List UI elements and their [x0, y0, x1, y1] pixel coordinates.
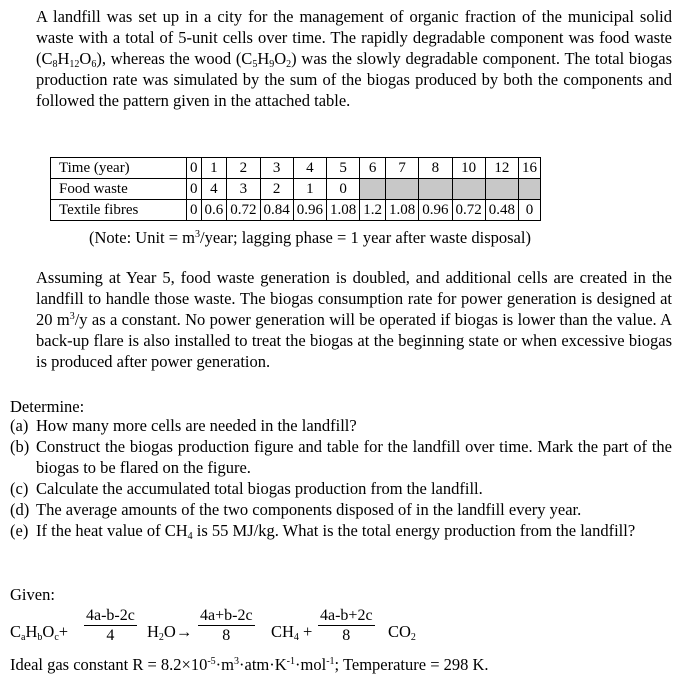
value-cell: 0.48 [485, 200, 518, 221]
year-cell: 7 [386, 158, 419, 179]
question-list [10, 415, 672, 541]
year-cell: 12 [485, 158, 518, 179]
co2-coefficient: $\frac{4a-b+2c}{8}$ [320, 607, 373, 644]
table-row [51, 200, 541, 221]
value-cell: 2 [260, 179, 293, 200]
year-cell: 2 [227, 158, 260, 179]
value-cell: 3 [227, 179, 260, 200]
value-cell [386, 179, 419, 200]
value-cell: 1 [293, 179, 326, 200]
question-b: (b) Construct the biogas production figure and table for the landfill over time. Mark the part of the biogas to be flared on the figure. [10, 437, 672, 477]
value-cell [519, 179, 541, 200]
value-cell: 0 [327, 179, 360, 200]
year-cell: 16 [519, 158, 541, 179]
value-cell [360, 179, 386, 200]
question-e: (e) If the heat value of $CH_4$ is 55 MJ/kg. What is the total energy production from the landfill? [10, 521, 636, 542]
question-a: (a) How many more cells are needed in the landfill? [10, 416, 357, 435]
given-heading: Given: [10, 585, 55, 604]
question-d: (d) The average amounts of the two components disposed of in the landfill every year. [10, 500, 582, 519]
value-cell [452, 179, 485, 200]
value-cell [485, 179, 518, 200]
value-cell: 4 [201, 179, 227, 200]
question-c: (c) Calculate the accumulated total biogas production from the landfill. [10, 479, 483, 498]
header-label: Time (year) [51, 158, 187, 179]
year-cell: 3 [260, 158, 293, 179]
methane-coefficient: $\frac{4a+b-2c}{8}$ [200, 607, 253, 644]
biogas-table [50, 157, 541, 221]
value-cell: 0.96 [419, 200, 452, 221]
methane-term: $CH_4$ + [271, 622, 313, 643]
intro-paragraph: A landfill was set up in a city for the management of organic fraction of the municipal solid waste with a total of 5-unit cells over time. The rapidly degradable component was food waste $(C_8H_{12}O_6)$, whereas the wood $(C_5H_9O_2)$ was the slowly degradable component. The total biogas production rate was simulated by the sum of the biogas produced by both the components and followed the pattern given in the attached table. [36, 7, 673, 110]
year-cell: 0 [187, 158, 202, 179]
water-coefficient: $\frac{4a-b-2c}{4}$ [86, 607, 135, 644]
table-note: (Note: Unit = $m^3$/year; lagging phase = 1 year after waste disposal) [89, 228, 531, 247]
year-cell: 1 [201, 158, 227, 179]
water-term: $H_2O\to$ [147, 622, 193, 643]
reactant-formula: $C_aH_bO_c+$ [10, 622, 69, 643]
year-cell: 5 [327, 158, 360, 179]
value-cell: 0.6 [201, 200, 227, 221]
row-label: Food waste [51, 179, 187, 200]
value-cell: 0.72 [227, 200, 260, 221]
ideal-gas-line: Ideal gas constant $R = 8.2\times 10^{-5}\cdot m^3\cdot atm\cdot K^{-1}\cdot mol^{-1}$; Temperature = 298 K. [10, 655, 489, 674]
co2-term: $CO_2$ [388, 622, 416, 643]
value-cell: 0.72 [452, 200, 485, 221]
year-cell: 8 [419, 158, 452, 179]
value-cell: 1.2 [360, 200, 386, 221]
value-cell: 0 [187, 200, 202, 221]
value-cell: 0 [519, 200, 541, 221]
year-cell: 10 [452, 158, 485, 179]
table-header-row [51, 158, 541, 179]
year-cell: 6 [360, 158, 386, 179]
value-cell: 1.08 [327, 200, 360, 221]
row-label: Textile fibres [51, 200, 187, 221]
scenario-paragraph: Assuming at Year 5, food waste generation is doubled, and additional cells are created in the landfill to handle those waste. The biogas consumption rate for power generation is designed at 20 $m^3/y$ as a constant. No power generation will be operated if biogas is lower than the value. A back-up flare is also installed to treat the biogas at the beginning state or when excessive biogas is produced after power generation. [36, 268, 673, 371]
value-cell: 0.84 [260, 200, 293, 221]
value-cell: 0 [187, 179, 202, 200]
table-row [51, 179, 541, 200]
year-cell: 4 [293, 158, 326, 179]
value-cell: 1.08 [386, 200, 419, 221]
value-cell: 0.96 [293, 200, 326, 221]
determine-heading: Determine: [10, 397, 85, 416]
value-cell [419, 179, 452, 200]
